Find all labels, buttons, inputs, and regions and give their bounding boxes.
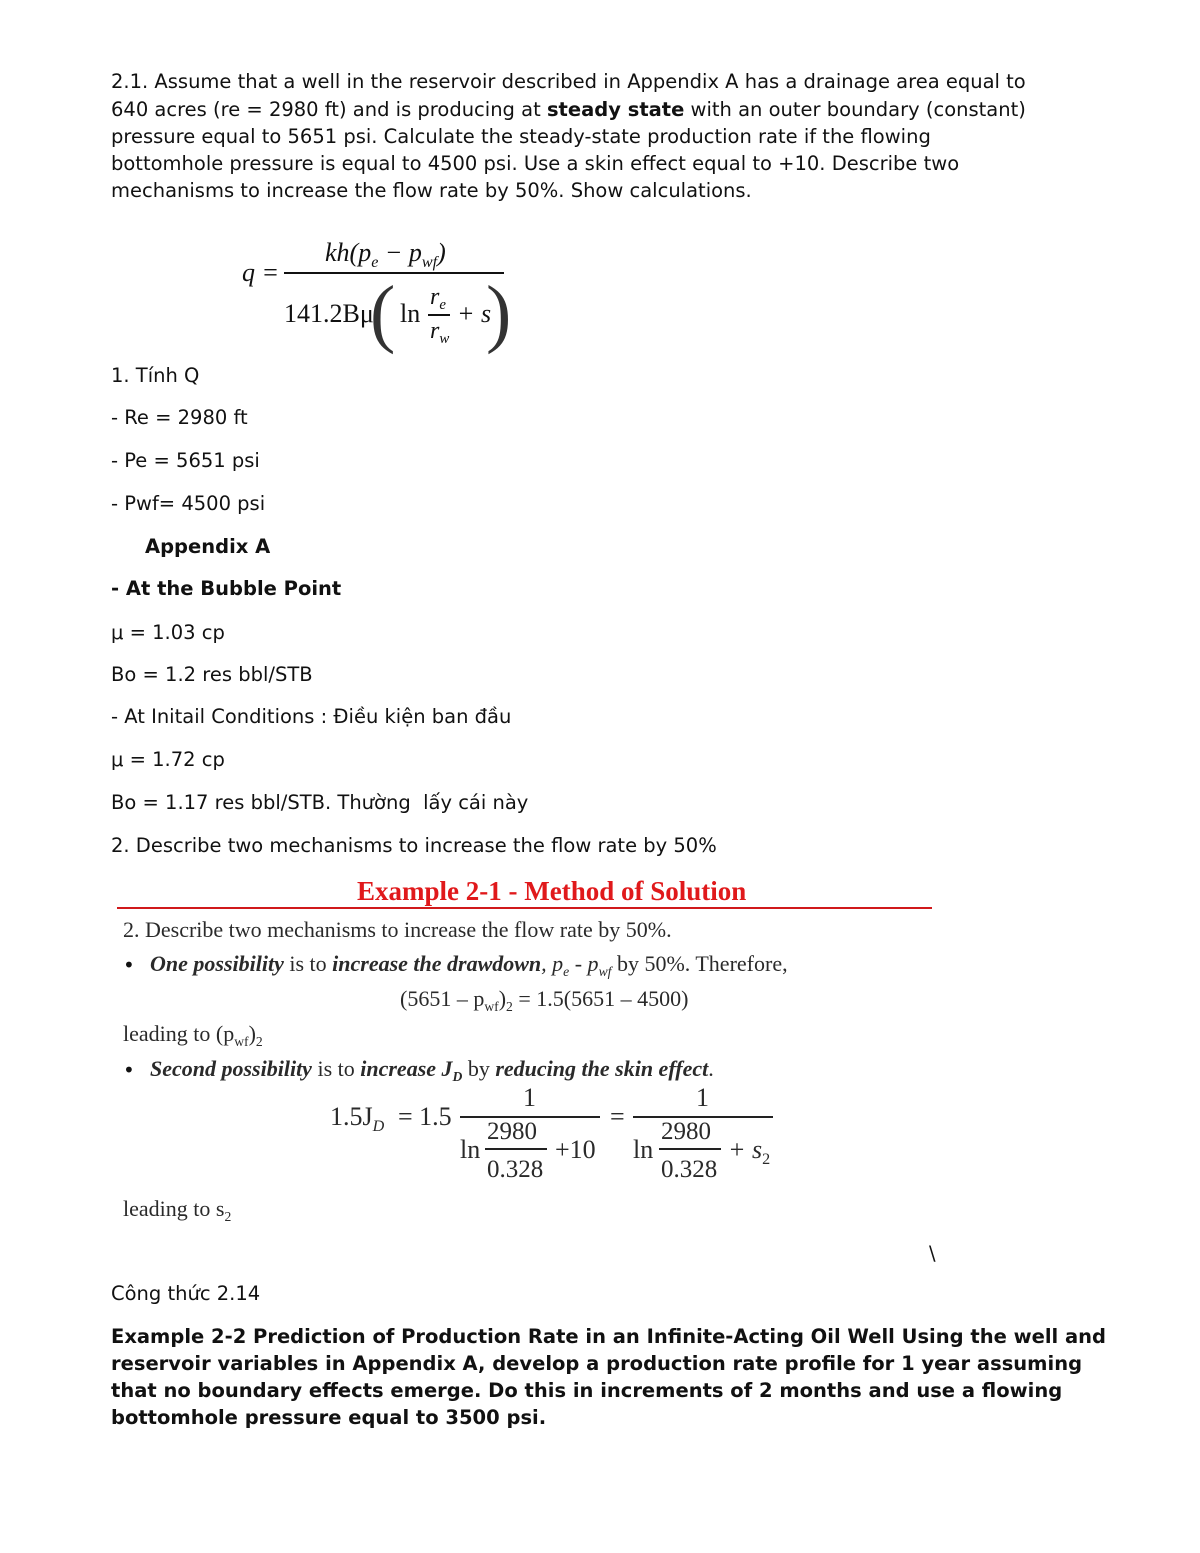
eq1-sub2: 2 bbox=[506, 998, 513, 1014]
den-const: 141.2Bμ bbox=[284, 299, 374, 328]
example-bullet-2 bbox=[150, 1056, 714, 1082]
problem-line-2-tail: with an outer boundary (constant) bbox=[684, 98, 1026, 121]
b1-sub-e: e bbox=[563, 963, 570, 979]
formula-right-paren: ) bbox=[486, 271, 512, 355]
eq2-lhs bbox=[330, 1102, 385, 1135]
eq2-middle-equals: = bbox=[610, 1102, 625, 1131]
example-leading-2 bbox=[123, 1196, 231, 1222]
example-line-1: 2. Describe two mechanisms to increase the flow rate by 50%. bbox=[123, 917, 672, 942]
b1-bold2: increase the drawdown bbox=[332, 951, 542, 976]
eq2-lhs-text: 1.5J bbox=[330, 1102, 373, 1131]
formula-lhs: q = bbox=[242, 258, 280, 287]
eq1-c: = 1.5(5651 – 4500) bbox=[512, 986, 689, 1011]
bullet-1-dot: • bbox=[123, 953, 135, 977]
b2-mid2: by bbox=[462, 1056, 496, 1081]
b1-sub-wf: wf bbox=[598, 963, 612, 979]
rw-r: r bbox=[430, 318, 440, 344]
note-re: - Re = 2980 ft bbox=[111, 406, 248, 429]
formula-plus-s: + s bbox=[457, 299, 492, 328]
eq2-s-sub: 2 bbox=[762, 1150, 771, 1168]
formula-numerator bbox=[325, 238, 446, 271]
note-step2: 2. Describe two mechanisms to increase the flow rate by 50% bbox=[111, 834, 717, 857]
formula-re bbox=[430, 284, 446, 314]
note-mu2: μ = 1.72 cp bbox=[111, 748, 225, 771]
eq1-a: (5651 – p bbox=[400, 986, 485, 1011]
note-step1: 1. Tính Q bbox=[111, 364, 200, 387]
formula-ln: ln bbox=[400, 299, 421, 328]
b2-mid: is to bbox=[311, 1056, 361, 1081]
eq2-ln-b: ln bbox=[633, 1135, 654, 1164]
note-initial: - At Initail Conditions : Điều kiện ban đầu bbox=[111, 705, 512, 728]
eq2-den-b: 0.328 bbox=[661, 1156, 718, 1183]
note-mu1: μ = 1.03 cp bbox=[111, 621, 225, 644]
re-sub: e bbox=[439, 297, 446, 314]
lead1-a: leading to (p bbox=[123, 1021, 235, 1046]
eq2-inner-bar-a bbox=[485, 1148, 547, 1150]
num-sub-e: e bbox=[371, 253, 379, 271]
b2-sub: D bbox=[452, 1068, 463, 1084]
eq2-plus-s: + s bbox=[728, 1135, 763, 1164]
bullet-2-dot: • bbox=[123, 1058, 135, 1082]
example-2-2-heading: Example 2-2 Prediction of Production Rate in an Infinite-Acting Oil Well Using the well and reservoir variables in Appendix A, develop a production rate profile for 1 year assuming that no boundary effects emerge. Do this in increments of 2 months and use a flowing bottomhole pressure equal to 3500 psi. bbox=[111, 1325, 1106, 1429]
note-pwf: - Pwf= 4500 psi bbox=[111, 492, 266, 515]
problem-line-2 bbox=[111, 96, 1026, 123]
problem-line-5: mechanisms to increase the flow rate by 50%. Show calculations. bbox=[111, 179, 752, 202]
formula-left-paren: ( bbox=[370, 271, 396, 355]
rw-sub: w bbox=[439, 331, 450, 348]
b2-bold: Second possibility bbox=[150, 1056, 312, 1081]
eq2-num-a: 2980 bbox=[487, 1118, 537, 1145]
lead1-sub: wf bbox=[234, 1033, 249, 1049]
problem-line-3: pressure equal to 5651 psi. Calculate the steady-state production rate if the flowing bbox=[111, 125, 931, 148]
eq2-num-b: 2980 bbox=[661, 1118, 711, 1145]
num-kh: kh(p bbox=[325, 238, 372, 267]
example-eq1 bbox=[400, 986, 688, 1012]
stray-backslash: \ bbox=[929, 1242, 936, 1265]
eq2-one-a: 1 bbox=[523, 1083, 536, 1112]
eq2-ln-a: ln bbox=[460, 1135, 481, 1164]
b1-dash: - p bbox=[569, 951, 599, 976]
num-sub-wf: wf bbox=[421, 253, 438, 271]
eq1-b: ) bbox=[498, 986, 507, 1011]
eq2-inner-bar-b bbox=[659, 1148, 721, 1150]
b1-mid: is to bbox=[283, 951, 333, 976]
note-bo1: Bo = 1.2 res bbl/STB bbox=[111, 663, 313, 686]
num-minus: − p bbox=[378, 238, 422, 267]
example-leading-1 bbox=[123, 1021, 263, 1047]
lead2-a: leading to s bbox=[123, 1196, 225, 1221]
lead1-sub2: 2 bbox=[255, 1033, 263, 1049]
eq2-plus10: +10 bbox=[555, 1135, 596, 1164]
note-bubble-point: - At the Bubble Point bbox=[111, 577, 342, 600]
eq2-den-a: 0.328 bbox=[487, 1156, 544, 1183]
b2-bold2: increase J bbox=[360, 1056, 453, 1081]
lead2-sub: 2 bbox=[224, 1208, 232, 1224]
num-close: ) bbox=[437, 238, 446, 267]
eq2-plus-s2 bbox=[728, 1135, 771, 1168]
formula-rw bbox=[430, 318, 450, 348]
problem-line-4: bottomhole pressure is equal to 4500 psi. Use a skin effect equal to +10. Describe two bbox=[111, 152, 960, 175]
formula-ratio-bar bbox=[428, 314, 450, 316]
eq2-lhs-sub: D bbox=[372, 1117, 385, 1135]
lead1-b: ) bbox=[248, 1021, 256, 1046]
eq2-one-b: 1 bbox=[696, 1083, 709, 1112]
b2-bold3: reducing the skin effect bbox=[495, 1056, 709, 1081]
note-appendix-heading: Appendix A bbox=[145, 535, 271, 558]
eq1-sub: wf bbox=[484, 998, 499, 1014]
problem-line-1: 2.1. Assume that a well in the reservoir described in Appendix A has a drainage area equal to bbox=[111, 70, 1026, 93]
eq2-equals-15: = 1.5 bbox=[398, 1102, 452, 1131]
b1-bold: One possibility bbox=[150, 951, 284, 976]
formula-reference: Công thức 2.14 bbox=[111, 1282, 261, 1305]
b1-tail: , p bbox=[541, 951, 564, 976]
note-bo2: Bo = 1.17 res bbl/STB. Thường lấy cái này bbox=[111, 791, 529, 814]
problem-line-2-text: 640 acres (re = 2980 ft) and is producing at bbox=[111, 98, 547, 121]
example-title: Example 2-1 - Method of Solution bbox=[357, 876, 747, 906]
example-bullet-1 bbox=[150, 951, 788, 977]
example-title-rule bbox=[117, 907, 932, 909]
steady-state-bold: steady state bbox=[546, 98, 685, 121]
re-r: r bbox=[430, 284, 440, 310]
b1-end: by 50%. Therefore, bbox=[611, 951, 788, 976]
note-pe: - Pe = 5651 psi bbox=[111, 449, 260, 472]
b2-end: . bbox=[708, 1056, 714, 1081]
formula-denominator-const bbox=[284, 299, 374, 329]
